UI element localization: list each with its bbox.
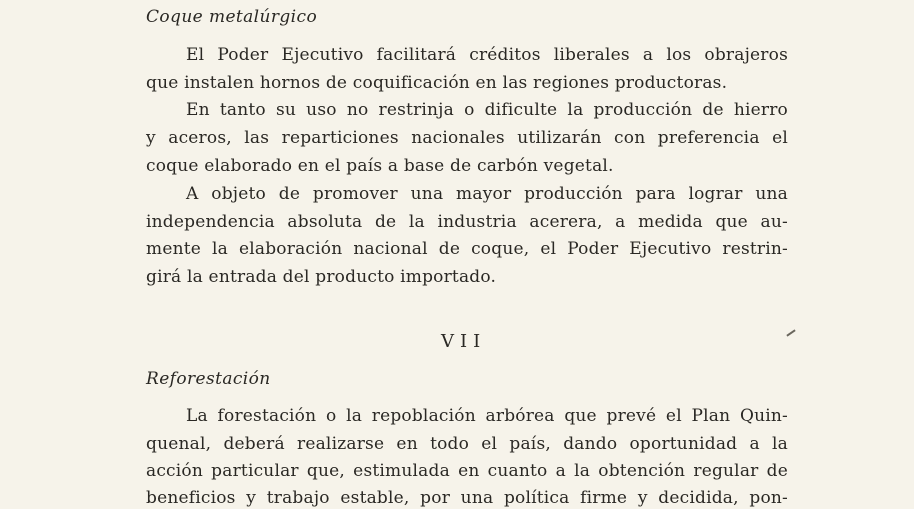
paragraph-line: coque elaborado en el país a base de carbón vegetal. — [146, 156, 614, 176]
paragraph-line: independencia absoluta de la industria acerera, a medida que au- — [146, 212, 788, 232]
section-heading-coque: Coque metalúrgico — [146, 7, 318, 27]
paragraph-line: beneficios y trabajo estable, por una política firme y decidida, pon- — [146, 488, 788, 508]
paragraph-line: quenal, deberá realizarse en todo el país, dando oportunidad a la — [146, 434, 788, 454]
paragraph-line: girá la entrada del producto importado. — [146, 267, 497, 287]
paragraph-line: mente la elaboración nacional de coque, el Poder Ejecutivo restrin- — [146, 239, 788, 259]
paragraph-line: que instalen hornos de coquificación en las regiones productoras. — [146, 73, 728, 93]
paragraph-line: A objeto de promover una mayor producción para lograr una — [186, 184, 788, 204]
section-heading-reforestacion: Reforestación — [146, 369, 271, 389]
paragraph-line: El Poder Ejecutivo facilitará créditos liberales a los obrajeros — [186, 45, 788, 65]
pen-mark — [786, 329, 795, 336]
paragraph-line: En tanto su uso no restrinja o dificulte la producción de hierro — [186, 100, 788, 120]
paragraph-line: La forestación o la repoblación arbórea que prevé el Plan Quin- — [186, 406, 788, 426]
paragraph-line: acción particular que, estimulada en cuanto a la obtención regular de — [146, 461, 788, 481]
paragraph-line: y aceros, las reparticiones nacionales utilizarán con preferencia el — [146, 128, 788, 148]
section-number: VII — [441, 331, 487, 352]
